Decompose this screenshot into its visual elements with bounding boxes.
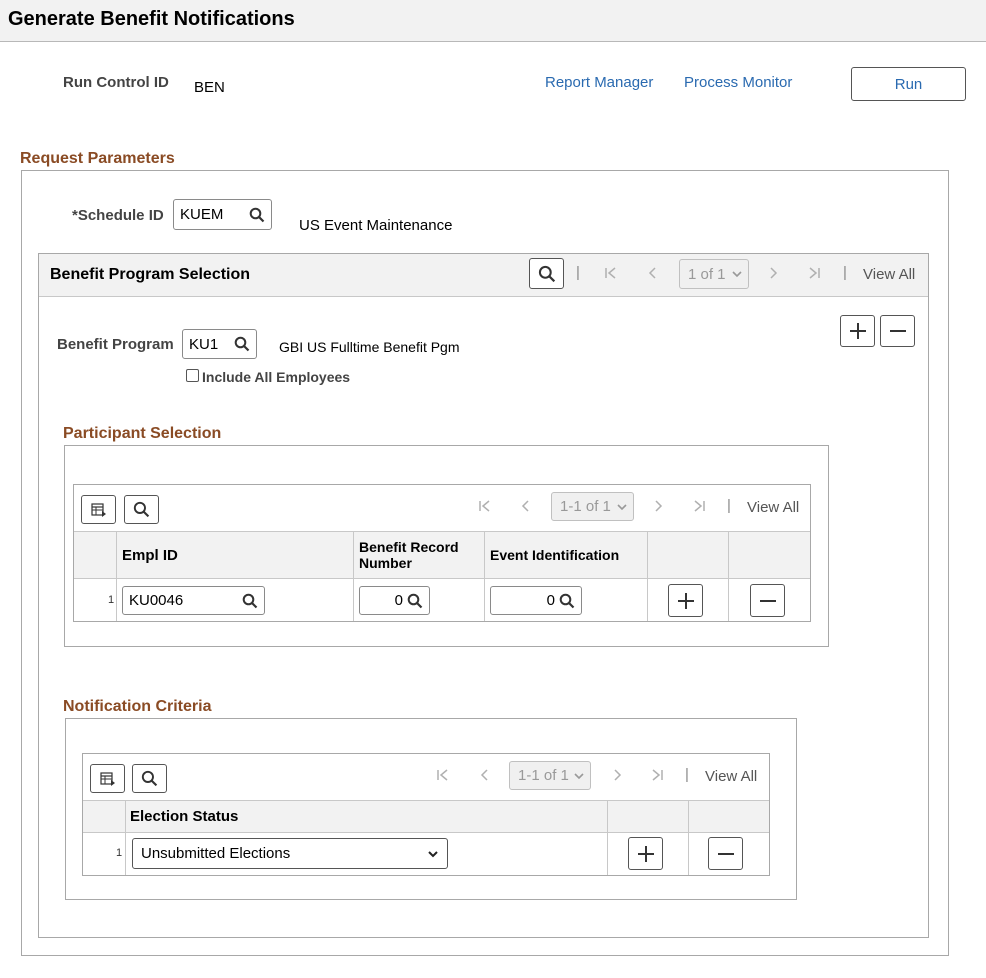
ps-personalize-button[interactable]	[81, 495, 116, 524]
plus-icon	[636, 844, 656, 864]
notification-criteria-title: Notification Criteria	[63, 698, 212, 715]
column-header-benefit-record-number: Benefit Record Number	[359, 539, 459, 571]
ps-pager-select[interactable]	[551, 492, 634, 521]
search-icon[interactable]	[234, 336, 250, 352]
add-program-button[interactable]	[840, 315, 875, 347]
col-divider	[116, 531, 117, 621]
chevron-down-icon	[732, 269, 742, 279]
search-icon	[141, 770, 158, 787]
empl-id-input[interactable]	[122, 586, 265, 615]
first-icon[interactable]	[436, 768, 450, 782]
nc-view-all-link[interactable]: View All	[705, 768, 758, 785]
search-icon	[538, 265, 556, 283]
search-icon[interactable]	[249, 207, 265, 223]
search-icon[interactable]	[407, 593, 423, 609]
col-divider	[647, 531, 648, 621]
run-control-id-value: BEN	[194, 79, 225, 96]
search-icon[interactable]	[242, 593, 258, 609]
previous-icon[interactable]	[519, 499, 533, 513]
benefit-program-description: GBI US Fulltime Benefit Pgm	[279, 339, 460, 355]
plus-icon	[848, 321, 868, 341]
add-criteria-row-button[interactable]	[628, 837, 663, 870]
nc-search-button[interactable]	[132, 764, 167, 793]
bps-search-button[interactable]	[529, 258, 564, 289]
ps-search-button[interactable]	[124, 495, 159, 524]
event-identification-input[interactable]	[490, 586, 582, 615]
col-divider	[607, 800, 608, 875]
nc-personalize-button[interactable]	[90, 764, 125, 793]
separator: |	[843, 264, 847, 281]
schedule-id-value: KUEM	[180, 206, 224, 223]
row-number: 1	[108, 594, 115, 606]
nc-pager-select[interactable]	[509, 761, 591, 790]
benefit-record-number-input[interactable]	[359, 586, 430, 615]
bps-pager-value: 1 of 1	[688, 265, 726, 283]
bps-pager-select[interactable]	[679, 259, 749, 289]
add-participant-row-button[interactable]	[668, 584, 703, 617]
run-button[interactable]: Run	[851, 67, 966, 101]
benefit-program-input[interactable]	[182, 329, 257, 359]
schedule-description: US Event Maintenance	[299, 217, 453, 234]
request-parameters-title: Request Parameters	[20, 150, 175, 167]
benefit-record-number-value: 0	[394, 592, 403, 609]
include-all-employees-checkbox[interactable]	[186, 369, 199, 382]
grid-personalize-icon	[91, 502, 107, 518]
page-title: Generate Benefit Notifications	[8, 8, 295, 30]
grid-personalize-icon	[100, 771, 116, 787]
election-status-value: Unsubmitted Elections	[141, 845, 291, 862]
next-icon[interactable]	[610, 768, 624, 782]
ps-view-all-link[interactable]: View All	[747, 499, 800, 516]
chevron-down-icon	[574, 771, 584, 781]
col-divider	[353, 531, 354, 621]
last-icon[interactable]	[650, 768, 664, 782]
row-number: 1	[116, 847, 123, 859]
schedule-id-input[interactable]	[173, 199, 272, 230]
minus-icon	[888, 321, 908, 341]
column-header-election-status: Election Status	[130, 808, 239, 825]
schedule-id-label: *Schedule ID	[72, 207, 164, 224]
search-icon[interactable]	[559, 593, 575, 609]
process-monitor-link[interactable]: Process Monitor	[684, 74, 793, 91]
col-divider	[728, 531, 729, 621]
next-icon[interactable]	[766, 266, 780, 280]
previous-icon[interactable]	[478, 768, 492, 782]
run-control-id-label: Run Control ID	[63, 74, 169, 91]
separator: |	[576, 264, 580, 281]
last-icon[interactable]	[807, 266, 821, 280]
benefit-program-value: KU1	[189, 335, 219, 353]
next-icon[interactable]	[651, 499, 665, 513]
election-status-select[interactable]	[132, 838, 448, 869]
empl-id-value: KU0046	[129, 592, 184, 609]
report-manager-link[interactable]: Report Manager	[545, 74, 654, 91]
ps-pager-value: 1-1 of 1	[560, 498, 611, 515]
separator: |	[727, 497, 731, 514]
remove-program-button[interactable]	[880, 315, 915, 347]
col-divider	[125, 800, 126, 875]
first-icon[interactable]	[478, 499, 492, 513]
minus-icon	[716, 844, 736, 864]
last-icon[interactable]	[692, 499, 706, 513]
minus-icon	[758, 591, 778, 611]
column-header-event-identification: Event Identification	[490, 547, 620, 563]
first-icon[interactable]	[604, 266, 618, 280]
previous-icon[interactable]	[646, 266, 660, 280]
remove-participant-row-button[interactable]	[750, 584, 785, 617]
col-divider	[688, 800, 689, 875]
event-identification-value: 0	[546, 592, 555, 609]
include-all-employees-label: Include All Employees	[202, 369, 351, 385]
chevron-down-icon	[427, 848, 439, 860]
benefit-program-selection-title: Benefit Program Selection	[50, 266, 251, 283]
search-icon	[133, 501, 150, 518]
plus-icon	[676, 591, 696, 611]
remove-criteria-row-button[interactable]	[708, 837, 743, 870]
participant-selection-title: Participant Selection	[63, 425, 222, 442]
col-divider	[484, 531, 485, 621]
separator: |	[685, 766, 689, 783]
nc-pager-value: 1-1 of 1	[518, 767, 569, 784]
chevron-down-icon	[617, 502, 627, 512]
benefit-program-label: Benefit Program	[57, 336, 174, 353]
bps-view-all-link[interactable]: View All	[863, 266, 916, 283]
column-header-empl-id: Empl ID	[122, 547, 178, 564]
